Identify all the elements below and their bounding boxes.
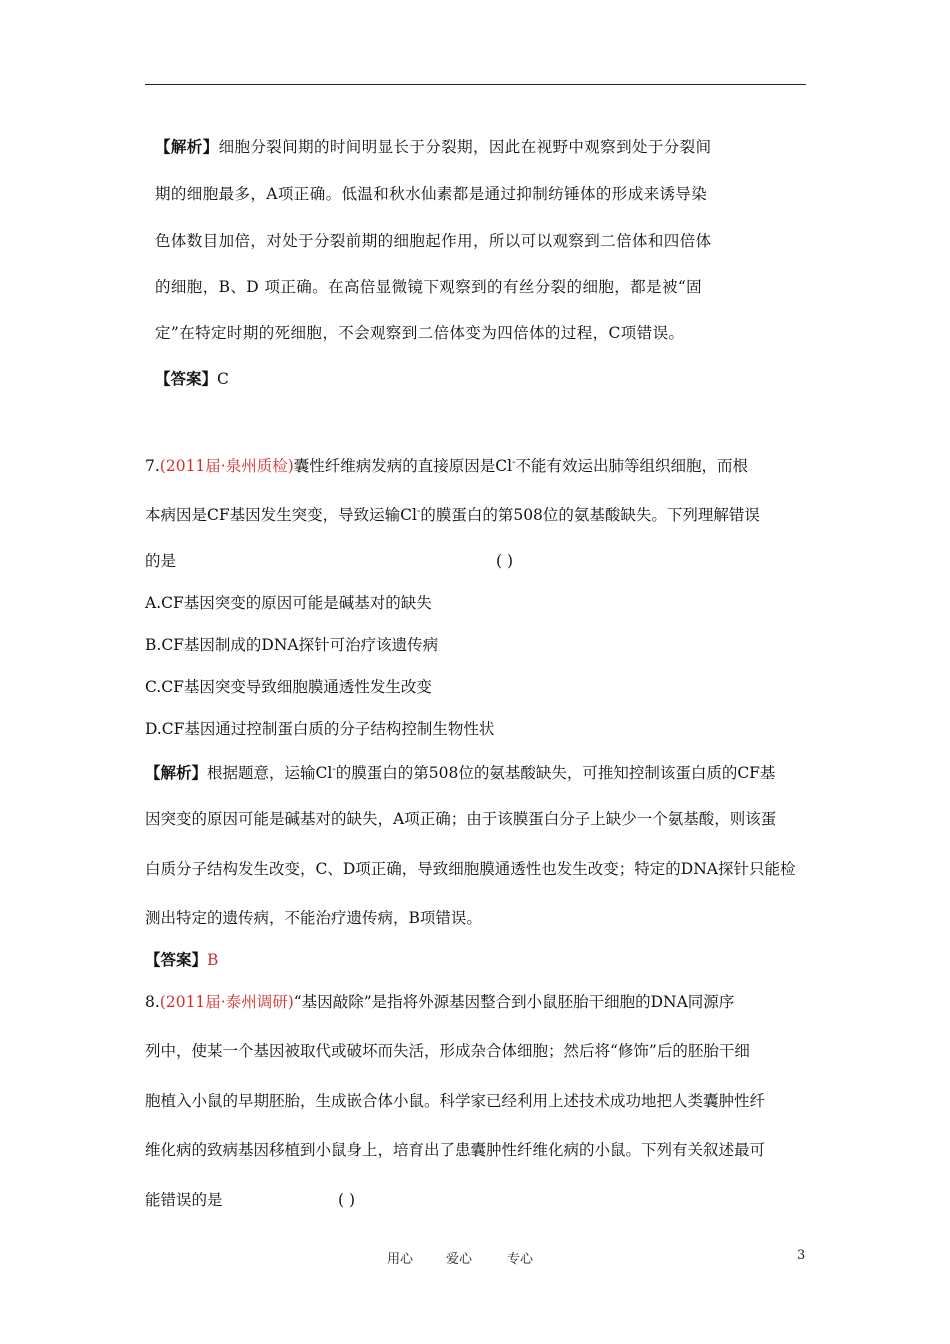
q7-analysis-label: 【解析】 — [145, 763, 208, 783]
q7-stem-line-1: 7.(2011届·泉州质检)囊性纤维病发病的直接原因是Cl-不能有效运出肺等组织细胞，而根 — [145, 457, 748, 476]
q6-analysis-line-1: 【解析】细胞分裂间期的时间明显长于分裂期，因此在视野中观察到处于分裂间 — [155, 137, 712, 156]
q7-answer: 【答案】B — [145, 950, 219, 969]
header-rule — [145, 84, 806, 85]
footer-motto-1: 用心 — [387, 1252, 414, 1267]
q8-stem-line-2: 列中，使某一个基因被取代或破坏而失活，形成杂合体细胞；然后将“修饰”后的胚胎干细 — [145, 1042, 750, 1060]
q7-stem-line-3: 的是 — [145, 552, 177, 570]
q6-analysis-line-5: 定”在特定时期的死细胞，不会观察到二倍体变为四倍体的过程，C项错误。 — [155, 324, 685, 342]
q7-analysis-line-2: 因突变的原因可能是碱基对的缺失，A项正确；由于该膜蛋白分子上缺少一个氨基酸，则该蛋 — [145, 810, 777, 828]
footer-motto-2: 爱心 — [446, 1252, 473, 1267]
q7-option-b: B.CF基因制成的DNA探针可治疗该遗传病 — [145, 636, 439, 654]
q6-analysis-line-3: 色体数目加倍，对处于分裂前期的细胞起作用，所以可以观察到二倍体和四倍体 — [155, 232, 712, 250]
footer-motto-3: 专心 — [507, 1252, 534, 1267]
q8-stem-line-4: 维化病的致病基因移植到小鼠身上，培育出了患囊肿性纤维化病的小鼠。下列有关叙述最可 — [145, 1141, 766, 1159]
q7-option-a: A.CF基因突变的原因可能是碱基对的缺失 — [145, 594, 432, 612]
superscript-minus: - — [332, 764, 336, 775]
q7-number: 7. — [145, 457, 160, 476]
superscript-minus: - — [512, 457, 516, 468]
q7-source: (2011届·泉州质检) — [159, 457, 294, 476]
page-number: 3 — [797, 1248, 806, 1263]
superscript-minus: - — [416, 506, 421, 517]
q8-stem-line-3: 胞植入小鼠的早期胚胎，生成嵌合体小鼠。科学家已经利用上述技术成功地把人类囊肿性纤 — [145, 1092, 766, 1110]
q8-answer-paren: ( ) — [338, 1191, 356, 1209]
q6-analysis-label: 【解析】 — [155, 137, 219, 156]
q6-answer-value: C — [217, 370, 229, 388]
q7-answer-value: B — [207, 951, 219, 969]
q8-source: (2011届·泰州调研) — [159, 993, 294, 1011]
q6-analysis-line-4: 的细胞，B、D 项正确。在高倍显微镜下观察到的有丝分裂的细胞，都是被“固 — [155, 278, 703, 296]
q7-option-d: D.CF基因通过控制蛋白质的分子结构控制生物性状 — [145, 720, 495, 738]
q7-analysis-line-1: 【解析】根据题意，运输Cl-的膜蛋白的第508位的氨基酸缺失，可推知控制该蛋白质的CF基 — [145, 763, 776, 783]
q8-number: 8. — [145, 993, 160, 1011]
q7-stem-line-2: 本病因是CF基因发生突变，导致运输Cl-的膜蛋白的第508位的氨基酸缺失。下列理解错误 — [145, 506, 760, 525]
q6-answer: 【答案】C — [155, 369, 229, 388]
q6-analysis-line-2: 期的细胞最多，A项正确。低温和秋水仙素都是通过抑制纺锤体的形成来诱导染 — [155, 185, 708, 203]
q7-answer-paren: ( ) — [496, 552, 514, 570]
q8-stem-line-5: 能错误的是 — [145, 1191, 223, 1209]
q7-analysis-line-3: 白质分子结构发生改变，C、D项正确，导致细胞膜通透性也发生改变；特定的DNA探针只能检 — [145, 860, 796, 878]
q7-option-c: C.CF基因突变导致细胞膜通透性发生改变 — [145, 678, 432, 696]
q7-analysis-line-4: 测出特定的遗传病，不能治疗遗传病，B项错误。 — [145, 909, 482, 927]
q8-stem-line-1: 8.(2011届·泰州调研)“基因敲除”是指将外源基因整合到小鼠胚胎干细胞的DNA同源序 — [145, 993, 735, 1011]
